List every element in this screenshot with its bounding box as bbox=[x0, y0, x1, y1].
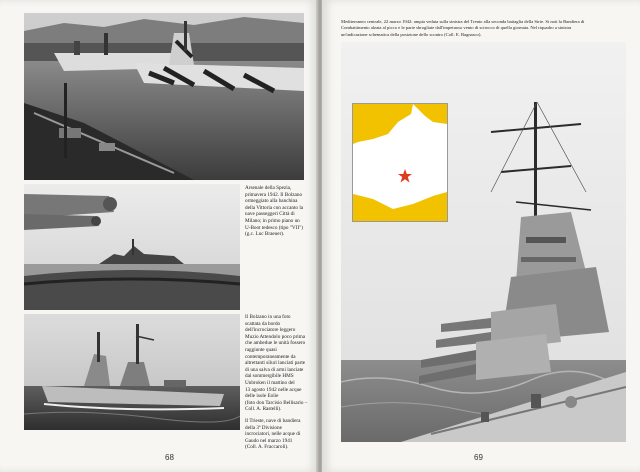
photo-harbour-dazzle-cruiser bbox=[24, 13, 304, 180]
caption-line: dal sommergibile HMS bbox=[245, 373, 294, 380]
caption-bolzano bbox=[245, 314, 315, 413]
caption-line: U-Boot tedesco (tipo "VII") bbox=[245, 224, 303, 231]
caption-line: (g.c. Luc Braeuer). bbox=[245, 231, 285, 238]
caption-line: Unbroken il mattino del bbox=[245, 379, 295, 386]
caption-line: Il Bolzano in una foto bbox=[245, 314, 291, 320]
caption-line: contemporaneamente da bbox=[245, 353, 296, 360]
caption-line: 13 agosto 1942 nelle acque bbox=[245, 386, 302, 393]
caption-trieste bbox=[245, 418, 315, 451]
caption-line: Milano; in primo piano un bbox=[245, 217, 300, 224]
photo-bolzano-from-attendolo bbox=[24, 184, 240, 310]
caption-line: della 3ª Divisione bbox=[245, 424, 282, 431]
map-inset-battle-position bbox=[352, 103, 448, 222]
caption-line: raggiunte quasi bbox=[245, 346, 277, 353]
page-number-right: 69 bbox=[474, 453, 483, 462]
caption-line: nave passeggeri Città di bbox=[245, 211, 295, 218]
caption-line: che ambedue le unità fossero bbox=[245, 340, 306, 347]
caption-line: scattata da bordo bbox=[245, 320, 281, 327]
caption-spezia-arsenal bbox=[245, 185, 313, 238]
left-page bbox=[0, 0, 318, 472]
caption-line: Muzio Attendolo poco prima bbox=[245, 333, 306, 340]
caption-line: incrociatori, nelle acque di bbox=[245, 431, 301, 438]
caption-line: Combattimento alzata al picco e le parte sbrogliate dall'impetuoso vento di scirocco di quella giornata. Nel riquadro a sinistra bbox=[341, 25, 572, 31]
caption-line: Gaudo nel marzo 1941 bbox=[245, 437, 293, 444]
caption-line: della Vittoria con accanto la bbox=[245, 204, 304, 211]
caption-line: un'indicazione schematica della posizione dello scontro (Coll. E. Bagnasco). bbox=[341, 31, 482, 37]
caption-line: Coll. A. Rastelli). bbox=[245, 406, 282, 413]
caption-line: Il Trieste, nave di bandiera bbox=[245, 418, 301, 424]
photo-trento-cruiser bbox=[341, 42, 626, 442]
caption-line: (Coll. A. Fraccaroli). bbox=[245, 444, 289, 451]
caption-line: ormeggiato alla banchina bbox=[245, 198, 298, 205]
caption-line: Mediterraneo centrale, 22 marzo 1942: ampia veduta sulla sinistra del Trento alla seconda battaglia della Sirte. Si noti la Bandiera di bbox=[341, 19, 585, 24]
caption-line: dell'incrociatore leggero bbox=[245, 327, 296, 334]
caption-line: altrettanti siluri lanciati parte bbox=[245, 360, 306, 367]
caption-line: delle isole Eolie bbox=[245, 393, 279, 400]
page-number-left: 68 bbox=[165, 453, 174, 462]
caption-trento-sirte bbox=[341, 19, 626, 38]
caption-line: Arsenale della Spezia, bbox=[245, 185, 292, 191]
caption-line: (foto don Tarcisio Bellisario – bbox=[245, 399, 308, 406]
photo-trieste-at-sea bbox=[24, 314, 240, 430]
caption-line: di una salva di armi lanciate bbox=[245, 366, 304, 373]
caption-line: primavera 1942. Il Bolzano bbox=[245, 191, 303, 198]
